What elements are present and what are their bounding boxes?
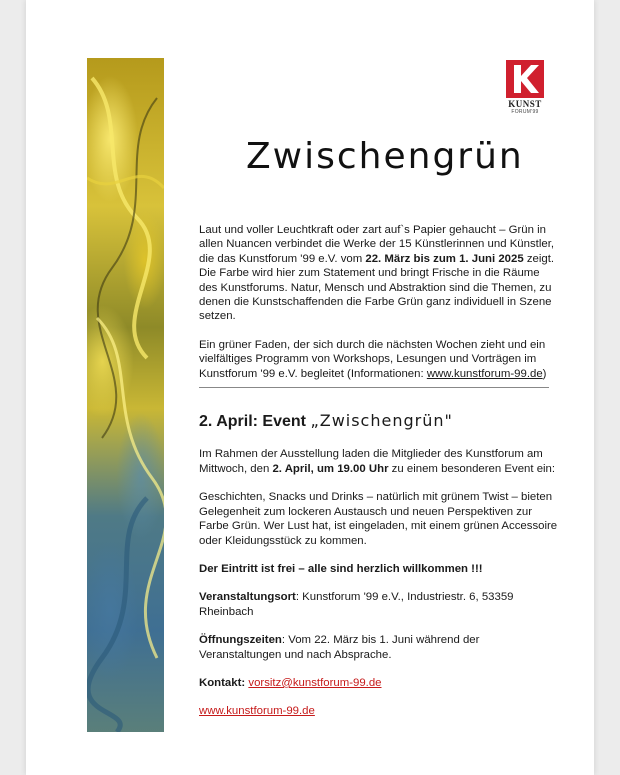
intro-paragraph-1 <box>199 223 559 324</box>
logo-sub-text: FORUM'99 <box>511 109 539 115</box>
free-entry-text: Der Eintritt ist frei – alle sind herzlich willkommen !!! <box>199 562 483 575</box>
program-text: Ein grüner Faden, der sich durch die nächsten Wochen zieht und ein vielfältiges Programm von Workshops, Lesungen und Vorträgen im Kunstforum '99 e.V. begleitet (Informationen: <box>199 338 546 380</box>
page-title: Zwischengrün <box>246 136 524 177</box>
event-paragraph-1 <box>199 447 559 476</box>
hours-text: : Vom 22. März bis 1. Juni während der Veranstaltungen und nach Absprache. <box>199 634 480 661</box>
free-entry-note <box>199 562 559 576</box>
event-heading <box>199 411 559 431</box>
program-text-end: ) <box>542 367 547 380</box>
contact-email-link[interactable]: vorsitz@kunstforum-99.de <box>248 676 382 689</box>
contact-label: Kontakt: <box>199 676 246 689</box>
event-intro-text-end: zu einem besonderen Event ein: <box>388 462 556 475</box>
kunstforum-logo <box>505 60 545 120</box>
event-datetime: 2. April, um 19.00 Uhr <box>272 462 389 475</box>
document-page <box>26 0 594 775</box>
website-link-footer[interactable]: www.kunstforum-99.de <box>199 705 315 718</box>
divider <box>199 387 549 388</box>
event-paragraph-2: Geschichten, Snacks und Drinks – natürlich mit grünem Twist – bieten Gelegenheit zum lockeren Austausch und neuen Perspektiven zur Farbe Grün. Wer Lust hat, ist eingeladen, mit einem grünen Accessoire oder Kleidungsstück zu kommen. <box>199 491 558 547</box>
event-heading-date: 2. April: Event <box>199 413 311 431</box>
logo-brand-text: KUNST <box>508 99 542 109</box>
venue-info <box>199 590 559 619</box>
hours-label: Öffnungszeiten <box>199 634 282 647</box>
painting-strip-image <box>87 58 164 732</box>
event-intro-text: Im Rahmen der Ausstellung laden die Mitglieder des Kunstforum am Mittwoch, den <box>199 448 543 475</box>
venue-label: Veranstaltungsort <box>199 591 296 604</box>
exhibition-dates: 22. März bis zum 1. Juni 2025 <box>365 252 524 265</box>
contact-info <box>199 676 559 690</box>
intro-text-cont: zeigt. Die Farbe wird hier zum Statement und bringt Frische in die Räume des Kunstforums. Natur, Mensch und Abstraktion sind die Themen, zu denen die Kunstschaffenden die Farbe Grün ganz individuell in Szene setzen. <box>199 252 555 323</box>
website-link-inline[interactable]: www.kunstforum-99.de <box>426 367 543 380</box>
event-heading-title: „Zwischengrün" <box>310 411 453 431</box>
k-logo-icon <box>506 60 544 98</box>
website-footer <box>199 704 559 718</box>
intro-paragraph-2 <box>199 338 559 381</box>
venue-address: : Kunstforum '99 e.V., Industriestr. 6, 53359 Rheinbach <box>199 591 514 618</box>
opening-hours-info <box>199 633 559 662</box>
intro-text: Laut und voller Leuchtkraft oder zart auf`s Papier gehaucht – Grün in allen Nuancen verbindet die Werke der 15 Künstlerinnen und Künstler, die das Kunstforum '99 e.V. vom <box>199 224 555 265</box>
main-text <box>199 223 559 733</box>
